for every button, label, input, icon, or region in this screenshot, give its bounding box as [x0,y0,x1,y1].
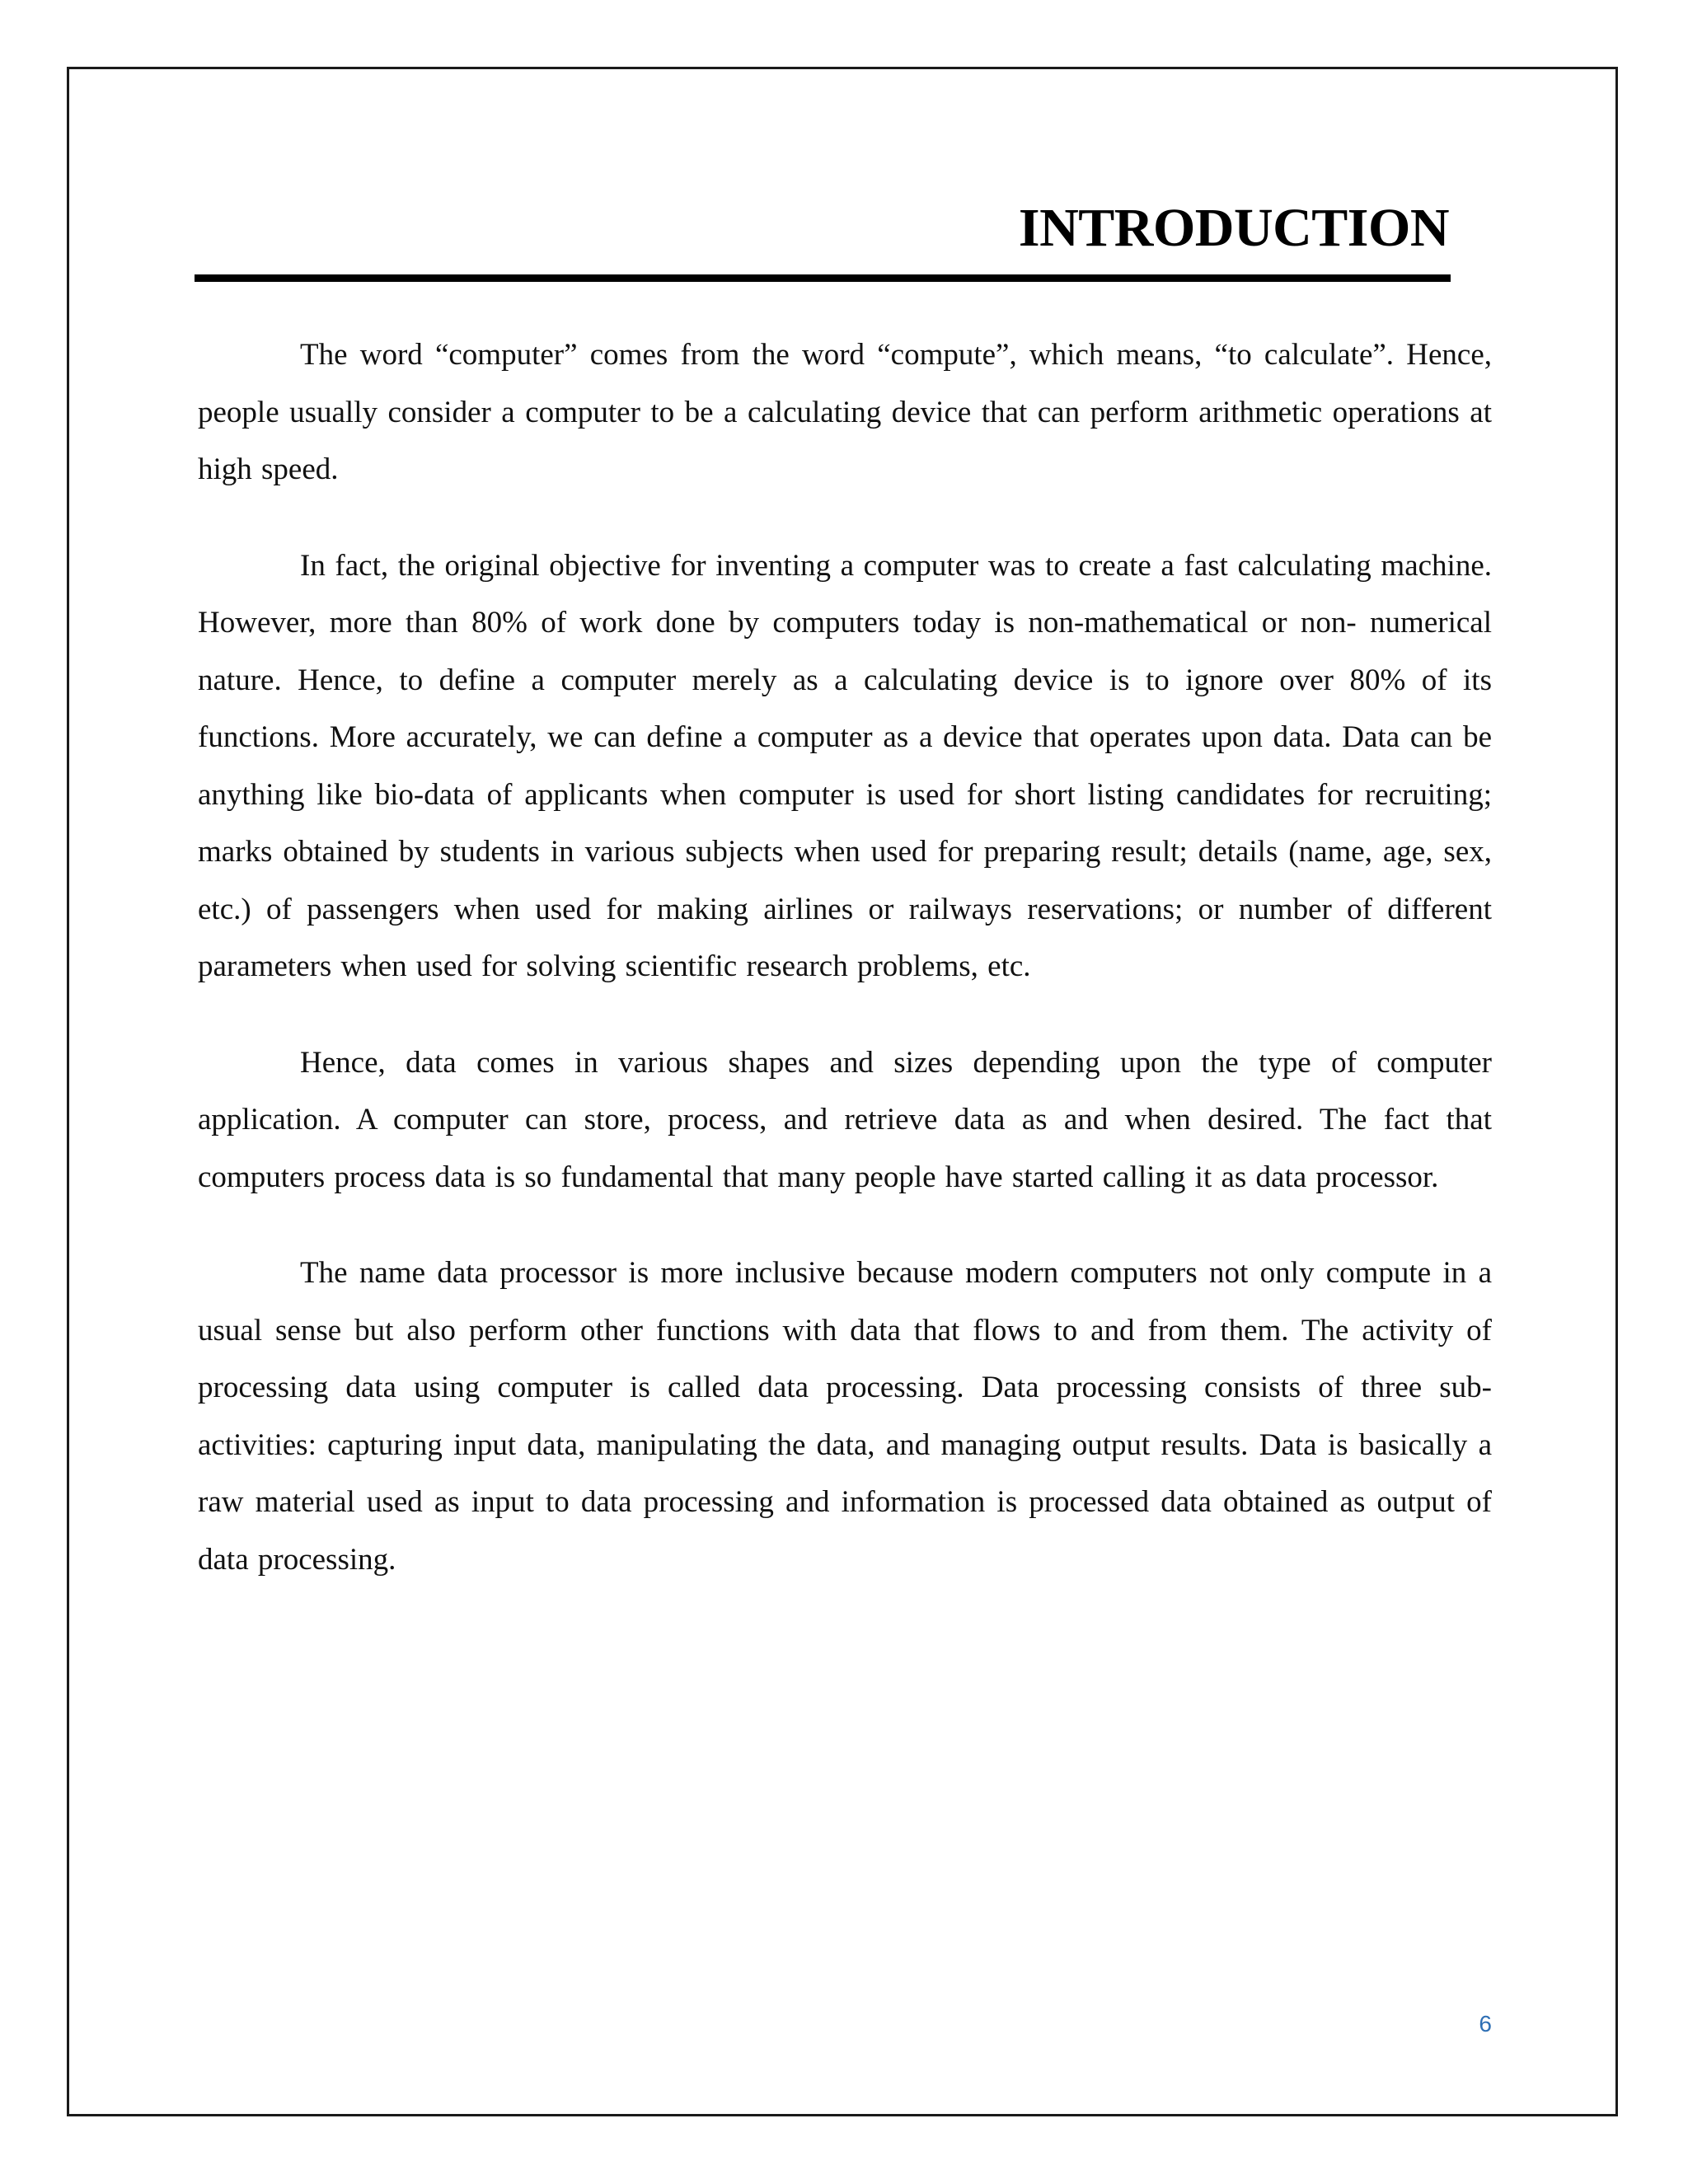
paragraph-4: The name data processor is more inclusive because modern computers not only compute in a usual sense but also perform other functions with data that flows to and from them. The activity of processing data using computer is called data processing. Data processing consists of three sub-activities: capturing input data, manipulating the data, and managing output results. Data is basically a raw material used as input to data processing and information is processed data obtained as output of data processing. [198,1256,1492,1577]
paragraph-3: Hence, data comes in various shapes and sizes depending upon the type of computer application. A computer can store, process, and retrieve data as and when desired. The fact that computers process data is so fundamental that many people have started calling it as data processor. [198,1045,1492,1194]
paragraph-2: In fact, the original objective for inventing a computer was to create a fast calculating machine. However, more than 80% of work done by computers today is non-mathematical or non- numerical nature. Hence, to define a computer merely as a calculating device is to ignore over 80% of its functions. More accurately, we can define a computer as a device that operates upon data. Data can be anything like bio-data of applicants when computer is used for short listing candidates for recruiting; marks obtained by students in various subjects when used for preparing result; details (name, age, sex, etc.) of passengers when used for making airlines or railways reservations; or number of different parameters when used for solving scientific research problems, etc. [198,548,1492,983]
body-text [198,326,1492,1627]
title-underline [195,274,1451,282]
page-title: INTRODUCTION [1018,198,1449,258]
page-number: 6 [1479,2011,1492,2036]
paragraph-1: The word “computer” comes from the word “compute”, which means, “to calculate”. Hence, people usually consider a computer to be a calculating device that can perform arithmetic operations at high speed. [198,338,1492,486]
